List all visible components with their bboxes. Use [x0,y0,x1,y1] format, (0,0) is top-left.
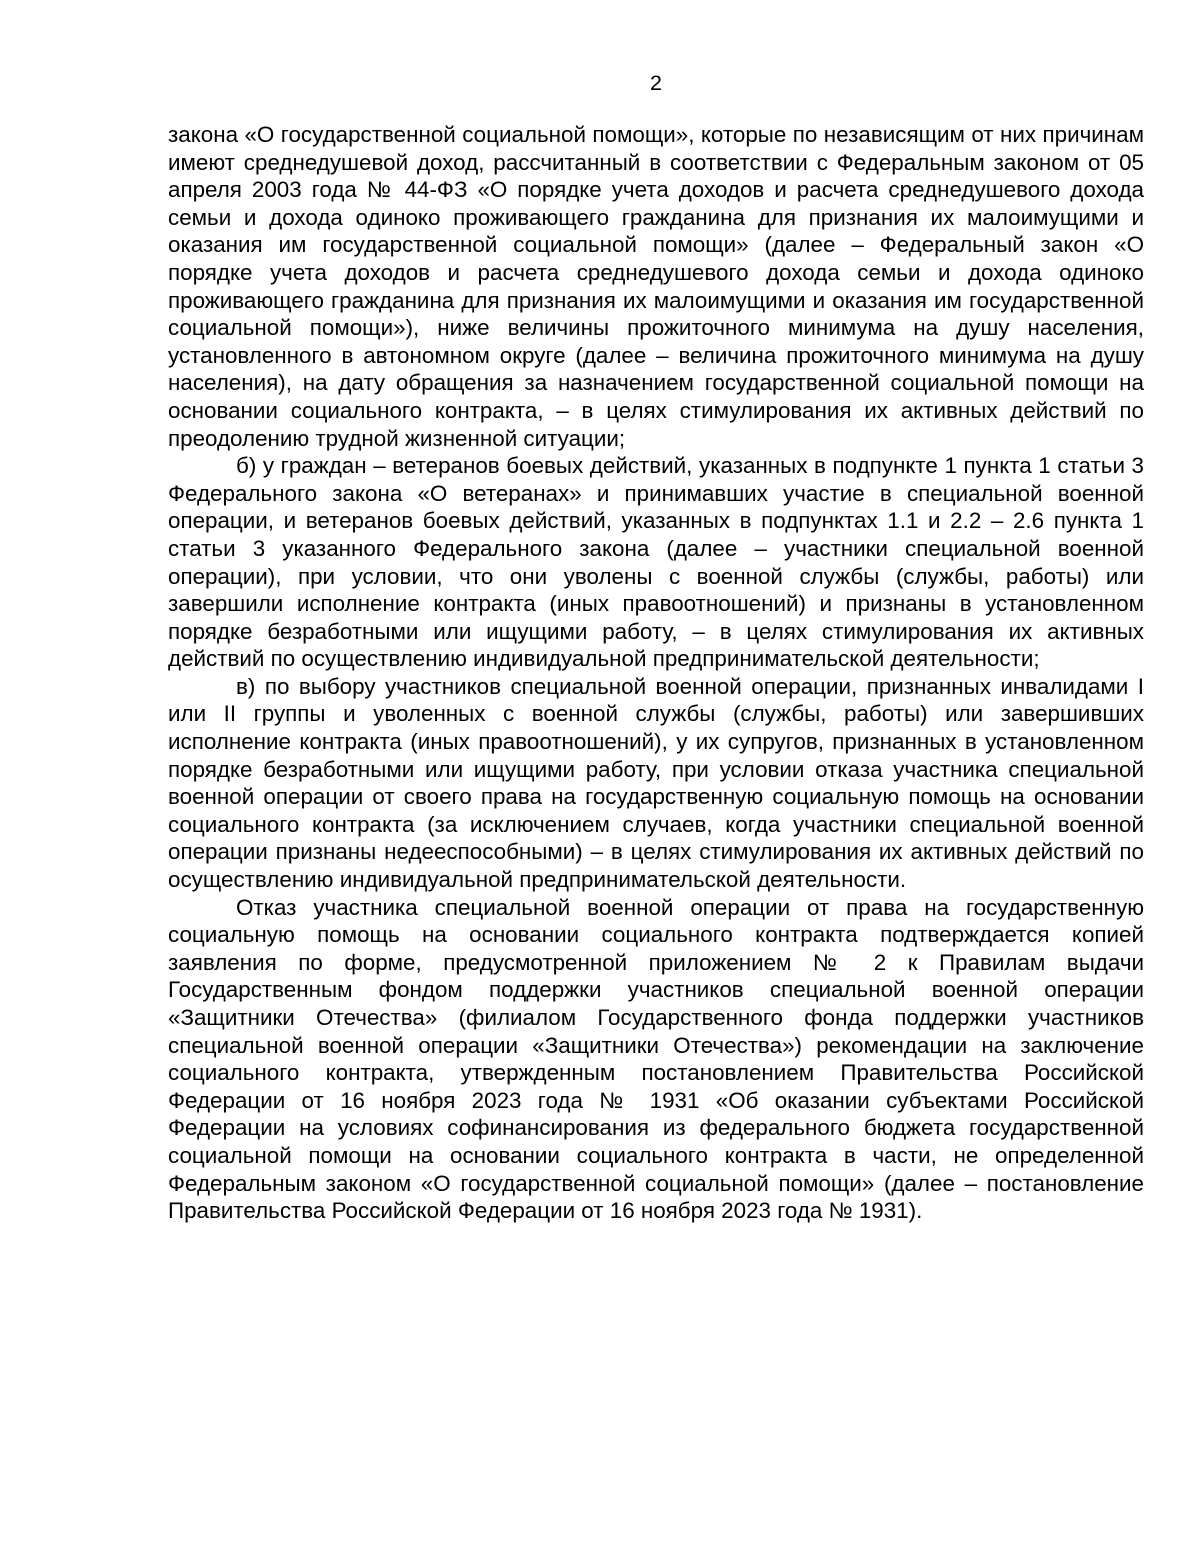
document-body [168,121,1144,1225]
paragraph-item-v: в) по выбору участников специальной военной операции, признанных инвалидами I или II группы и уволенных с военной службы (службы, работы) или завершивших исполнение контракта (иных правоотношений), у их супругов, признанных в установленном порядке безработными или ищущими работу, при условии отказа участника специальной военной операции от своего права на государственную социальную помощь на основании социального контракта (за исключением случаев, когда участники специальной военной операции признаны недееспособными) – в целях стимулирования их активных действий по осуществлению индивидуальной предпринимательской деятельности. [168,673,1144,893]
paragraph-continuation: закона «О государственной социальной помощи», которые по независящим от них причинам имеют среднедушевой доход, рассчитанный в соответствии с Федеральным законом от 05 апреля 2003 года № 44-ФЗ «О порядке учета доходов и расчета среднедушевого дохода семьи и дохода одиноко проживающего гражданина для признания их малоимущими и оказания им государственной социальной помощи» (далее – Федеральный закон «О порядке учета доходов и расчета среднедушевого дохода семьи и дохода одиноко проживающего гражданина для признания их малоимущими и оказания им государственной социальной помощи»), ниже величины прожиточного минимума на душу населения, установленного в автономном округе (далее – величина прожиточного минимума на душу населения), на дату обращения за назначением государственной социальной помощи на основании социального контракта, – в целях стимулирования их активных действий по преодолению трудной жизненной ситуации; [168,122,1144,451]
paragraph-refusal: Отказ участника специальной военной операции от права на государственную социальную помощь на основании социального контракта подтверждается копией заявления по форме, предусмотренной приложением № 2 к Правилам выдачи Государственным фондом поддержки участников специальной военной операции «Защитники Отечества» (филиалом Государственного фонда поддержки участников специальной военной операции «Защитники Отечества») рекомендации на заключение социального контракта, утвержденным постановлением Правительства Российской Федерации от 16 ноября 2023 года № 1931 «Об оказании субъектами Российской Федерации на условиях софинансирования из федерального бюджета государственной социальной помощи на основании социального контракта в части, не определенной Федеральным законом «О государственной социальной помощи» (далее – постановление Правительства Российской Федерации от 16 ноября 2023 года № 1931). [168,894,1144,1224]
paragraph-item-b: б) у граждан – ветеранов боевых действий, указанных в подпункте 1 пункта 1 статьи 3 Федерального закона «О ветеранах» и принимавших участие в специальной военной операции, и ветеранов боевых действий, указанных в подпунктах 1.1 и 2.2 – 2.6 пункта 1 статьи 3 указанного Федерального закона (далее – участники специальной военной операции), при условии, что они уволены с военной службы (службы, работы) или завершили исполнение контракта (иных правоотношений) и признаны в установленном порядке безработными или ищущими работу, – в целях стимулирования их активных действий по осуществлению индивидуальной предпринимательской деятельности; [168,453,1144,672]
page-number: 2 [650,71,662,95]
